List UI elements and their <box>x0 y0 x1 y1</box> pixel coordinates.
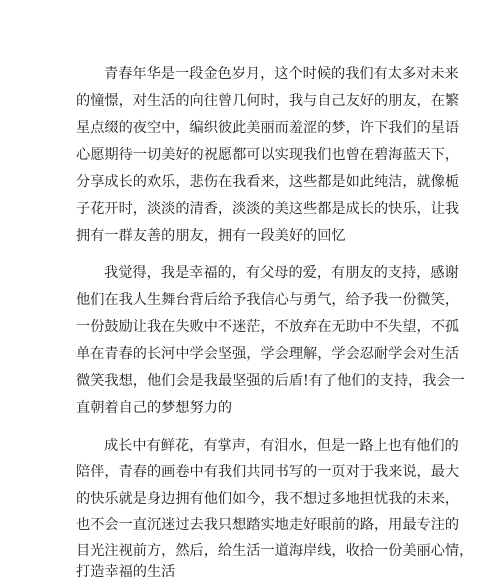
paragraph-line: 单在青春的长河中学会坚强，学会理解，学会忍耐学会对生活 <box>76 346 460 362</box>
paragraph-line: 成长中有鲜花，有掌声，有泪水，但是一路上也有他们的 <box>104 438 459 454</box>
paragraph-line: 打造幸福的生活 <box>76 564 176 580</box>
paragraph-line: 他们在我人生舞台背后给予我信心与勇气，给予我一份微笑， <box>76 292 460 308</box>
paragraph-line: 直朝着自己的梦想努力的 <box>76 400 233 416</box>
paragraph-line: 我觉得，我是幸福的，有父母的爱，有朋友的支持，感谢 <box>104 265 459 281</box>
paragraph-line: 的快乐就是身边拥有他们如今，我不想过多地担忧我的未来， <box>76 491 460 507</box>
paragraph-line: 也不会一直沉迷过去我只想踏实地走好眼前的路，用最专注的 <box>76 517 460 533</box>
paragraph-line: 心愿期待一切美好的祝愿都可以实现我们也曾在碧海蓝天下， <box>76 147 460 163</box>
paragraph-line: 子花开时，淡淡的清香，淡淡的美这些都是成长的快乐，让我 <box>76 201 460 217</box>
paragraph-line: 微笑我想，他们会是我最坚强的后盾!有了他们的支持，我会一 <box>76 373 465 389</box>
paragraph-line: 目光注视前方，然后，给生活一道海岸线，收拾一份美丽心情， <box>76 543 474 559</box>
paragraph-line: 分享成长的欢乐，悲伤在我看来，这些都是如此纯洁，就像栀 <box>76 174 460 190</box>
paragraph-line: 青春年华是一段金色岁月，这个时候的我们有太多对未来 <box>104 66 459 82</box>
paragraph-line: 一份鼓励让我在失败中不迷茫，不放弃在无助中不失望，不孤 <box>76 319 460 335</box>
paragraph-line: 拥有一群友善的朋友，拥有一段美好的回忆 <box>76 228 346 244</box>
paragraph-line: 陪伴，青春的画卷中有我们共同书写的一页对于我来说，最大 <box>76 464 460 480</box>
paragraph-line: 的憧憬，对生活的向往曾几何时，我与自己友好的朋友，在繁 <box>76 93 460 109</box>
paragraph-line: 星点缀的夜空中，编织彼此美丽而羞涩的梦，许下我们的星语 <box>76 120 460 136</box>
